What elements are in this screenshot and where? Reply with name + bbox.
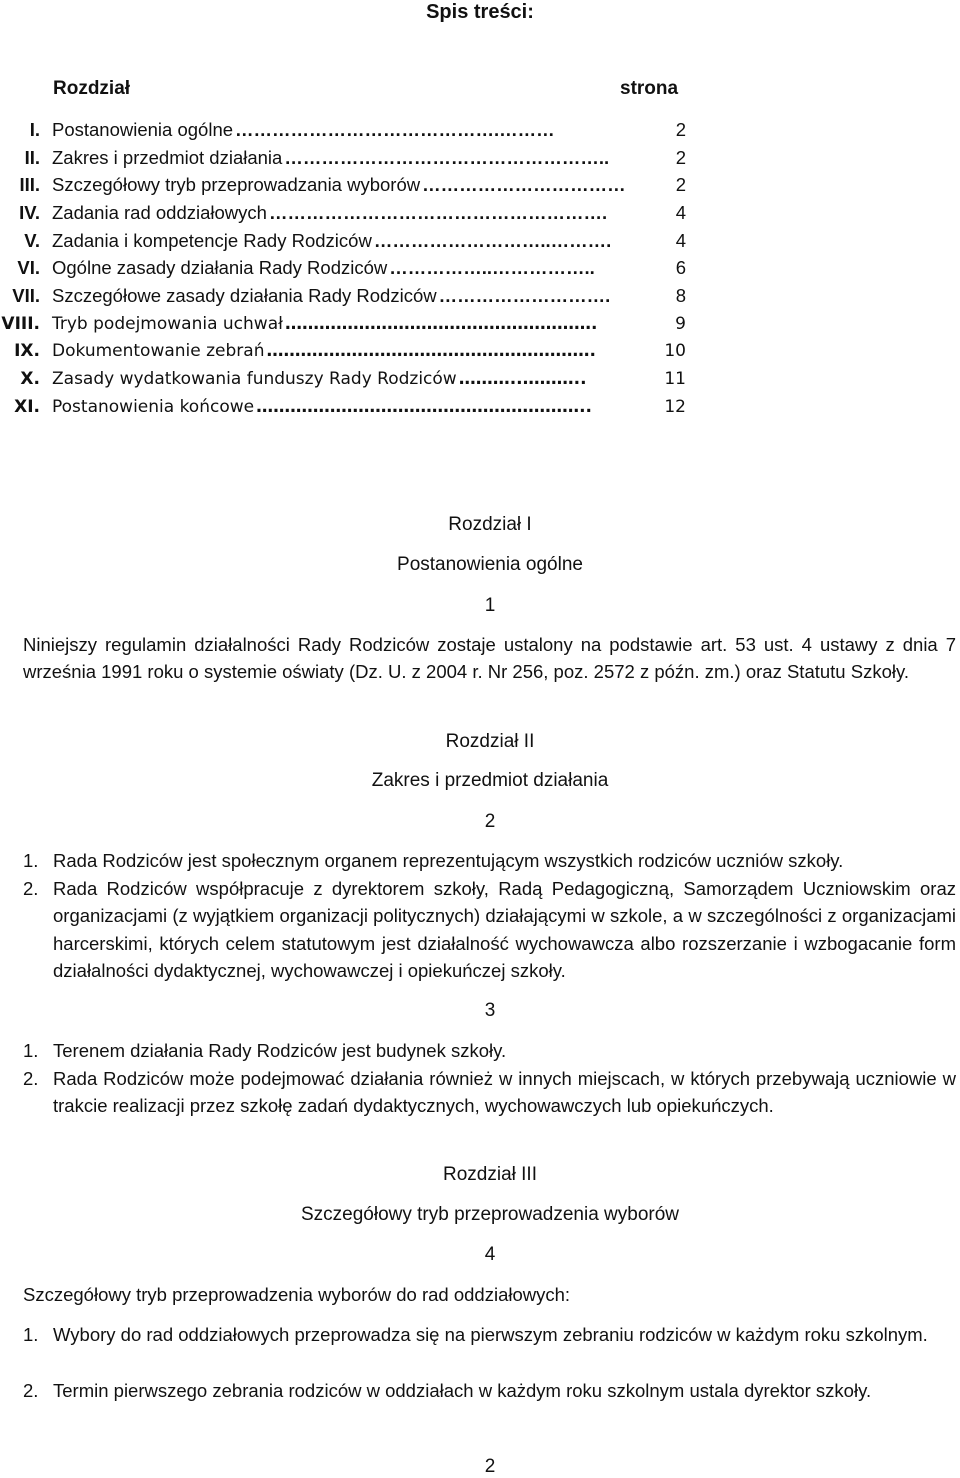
toc-list (0, 116, 700, 421)
toc-number: IV. (19, 201, 40, 223)
toc-number: VI. (17, 257, 40, 279)
list-item (23, 1321, 956, 1348)
item-number: 1. (23, 1040, 39, 1061)
section-value: 2 (484, 811, 496, 832)
toc-row (0, 144, 700, 172)
item-text: Terenem działania Rady Rodziców jest budynek szkoły. (53, 1040, 507, 1061)
toc-number: VIII. (1, 313, 40, 334)
toc-number: I. (29, 118, 40, 140)
toc-entry-title: Szczegółowe zasady działania Rady Rodziców (52, 284, 437, 306)
paragraph: Szczegółowy tryb przeprowadzenia wyborów do rad oddziałowych: (23, 1284, 571, 1305)
toc-title: Spis treści: (426, 1, 534, 23)
toc-number: VII. (12, 284, 40, 306)
section-value: 1 (484, 595, 496, 616)
toc-entry-title: Dokumentowanie zebrań (52, 341, 265, 362)
toc-row (0, 338, 700, 366)
section-number (0, 1243, 960, 1267)
toc-entry-title: Szczegółowy tryb przeprowadzania wyborów (52, 174, 421, 196)
list-item (23, 1377, 956, 1404)
item-number: 2. (23, 1068, 39, 1089)
item-text: Rada Rodziców może podejmować działania również w innych miejscach, w których przebywają uczniowie w trakcie realizacji przez szkołę zadań dydaktycznych, wychowawczych lub opiekuńczych. (53, 1068, 956, 1117)
toc-column-page: strona (620, 78, 679, 99)
item-number: 1. (23, 850, 39, 871)
toc-leader-dots: ………………………………………………….. (256, 396, 593, 417)
toc-number: X. (20, 369, 40, 390)
section-number (0, 810, 960, 834)
toc-number: IX. (14, 341, 40, 362)
toc-leader-dots: …………………………………………….. (284, 146, 610, 168)
chapter-title: Szczegółowy tryb przeprowadzenia wyborów (300, 1204, 680, 1225)
toc-row (0, 310, 700, 338)
toc-row (0, 393, 700, 421)
toc-page-number: 8 (675, 284, 686, 306)
chapter-heading: Rozdział III (443, 1164, 537, 1185)
toc-page-number: 12 (664, 396, 686, 417)
toc-leader-dots: ……………..…………….. (389, 257, 595, 279)
toc-page-number: 4 (675, 201, 686, 223)
section-number (0, 999, 960, 1023)
toc-page-number: 10 (664, 341, 686, 362)
list-item (23, 1065, 956, 1120)
toc-number: XI. (14, 396, 40, 417)
list-item (23, 875, 956, 985)
toc-entry-title: Zakres i przedmiot działania (52, 146, 283, 168)
section-number (0, 594, 960, 618)
toc-page-number: 11 (664, 369, 686, 390)
toc-page-number: 9 (675, 313, 686, 334)
item-number: 2. (23, 1380, 39, 1401)
toc-leader-dots: ………………………..………. (373, 229, 612, 251)
toc-page-number: 2 (675, 146, 686, 168)
toc-row (0, 365, 700, 393)
toc-row (0, 199, 700, 227)
toc-page-number: 4 (675, 229, 686, 251)
toc-column-chapter: Rozdział (53, 78, 131, 99)
page-number: 2 (484, 1456, 496, 1477)
toc-entry-title: Tryb podejmowania uchwał (52, 313, 283, 334)
item-text: Rada Rodziców jest społecznym organem reprezentującym wszystkich rodziców uczniów szkoły. (53, 850, 844, 871)
toc-row (0, 227, 700, 255)
section-value: 3 (484, 1000, 496, 1021)
toc-leader-dots: …………………………… (422, 174, 626, 196)
toc-number: III. (19, 174, 40, 196)
toc-leader-dots: …………………………………….……… (235, 118, 555, 140)
toc-row (0, 282, 700, 310)
item-text: Rada Rodziców współpracuje z dyrektorem szkoły, Radą Pedagogiczną, Samorządem Uczniowskim oraz organizacjami (z wyjątkiem organizacji politycznych) działającymi w szkole, a w szczególności z organizacjami harcerskimi, których celem statutowym jest działalność wychowawcza albo rozszerzanie i wzbogacanie form działalności dydaktycznej, wychowawczej i opiekuńczej szkoły. (53, 878, 956, 982)
list-item (23, 1037, 956, 1064)
toc-entry-title: Zasady wydatkowania funduszy Rady Rodziców (52, 369, 457, 390)
chapter-title: Zakres i przedmiot działania (371, 770, 609, 791)
section-value: 4 (484, 1244, 496, 1265)
paragraph: Niniejszy regulamin działalności Rady Rodziców zostaje ustalony na podstawie art. 53 ust. 4 ustawy z dnia 7 września 1991 roku o systemie oświaty (Dz. U. z 2004 r. Nr 256, poz. 2572 z późn. zm.) oraz Statutu Szkoły. (23, 634, 956, 683)
chapter-title: Postanowienia ogólne (397, 554, 583, 575)
toc-row (0, 116, 700, 144)
toc-entry-title: Zadania rad oddziałowych (52, 201, 267, 223)
toc-leader-dots: …………………………………………………. (266, 341, 596, 362)
toc-entry-title: Postanowienia końcowe (52, 396, 255, 417)
toc-entry-title: Ogólne zasady działania Rady Rodziców (52, 257, 388, 279)
toc-page-number: 2 (675, 118, 686, 140)
toc-page-number: 6 (675, 257, 686, 279)
toc-leader-dots: ………………………………………………. (284, 313, 598, 334)
item-text: Wybory do rad oddziałowych przeprowadza się na pierwszym zebraniu rodziców w każdym roku szkolnym. (53, 1324, 928, 1345)
chapter-heading: Rozdział II (445, 731, 535, 752)
toc-entry-title: Postanowienia ogólne (52, 118, 234, 140)
toc-leader-dots: ………..……….. (458, 369, 587, 390)
toc-entry-title: Zadania i kompetencje Rady Rodziców (52, 229, 372, 251)
item-number: 2. (23, 878, 39, 899)
toc-leader-dots: ………………………. (438, 284, 611, 306)
toc-page-number: 2 (675, 174, 686, 196)
chapter-heading: Rozdział I (448, 514, 532, 535)
toc-number: V. (24, 229, 40, 251)
list-item (23, 847, 956, 874)
item-number: 1. (23, 1324, 39, 1345)
toc-leader-dots: ………………………………………………. (268, 201, 608, 223)
toc-row (0, 254, 700, 282)
toc-row (0, 171, 700, 199)
item-text: Termin pierwszego zebrania rodziców w oddziałach w każdym roku szkolnym ustala dyrektor szkoły. (53, 1380, 872, 1401)
toc-number: II. (24, 146, 40, 168)
